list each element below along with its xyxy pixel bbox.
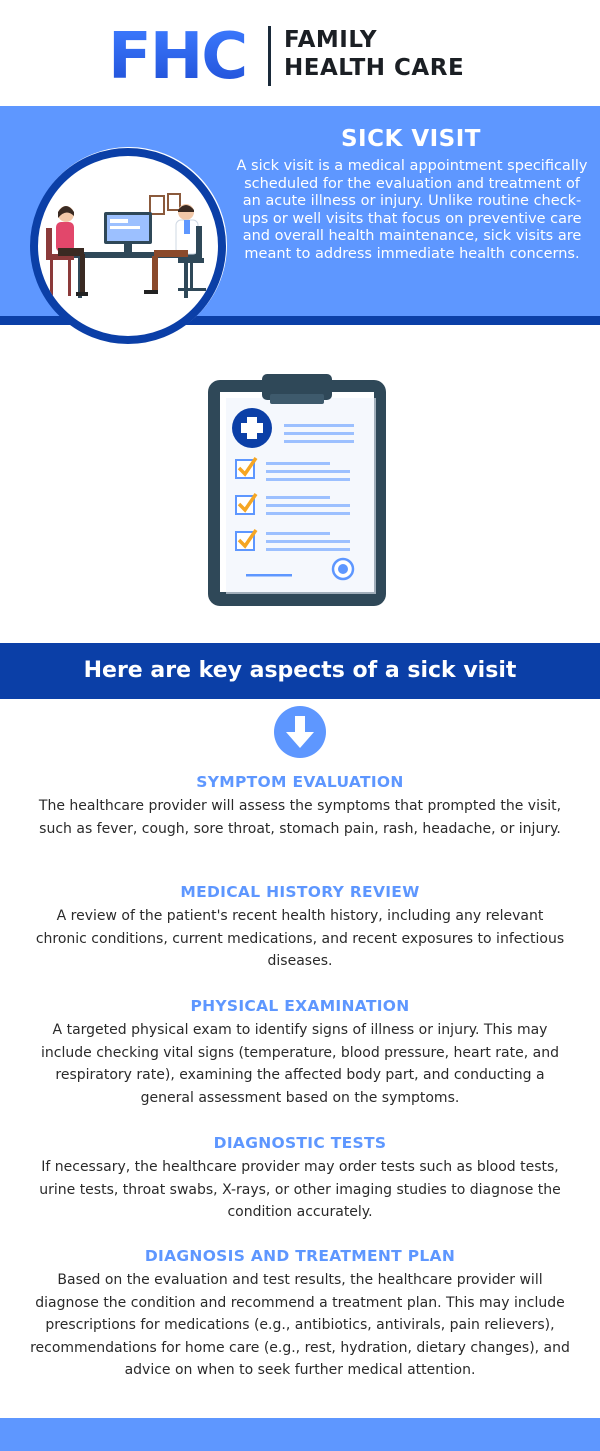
medical-clipboard-icon xyxy=(200,370,400,614)
section-text: The healthcare provider will assess the symptoms that prompted the visit, such as fever, cough, sore throat, stomach pain, rash, headache, or injury. xyxy=(38,798,562,837)
section-diagnosis-treatment-plan xyxy=(30,1245,570,1382)
section-title: DIAGNOSIS AND TREATMENT PLAN xyxy=(144,1247,456,1265)
aspects-heading: Here are key aspects of a sick visit xyxy=(0,643,600,699)
section-text: Based on the evaluation and test results, the healthcare provider will diagnose the condition and recommend a treatment plan. This may include prescriptions for medications (e.g., antibiotics, antivirals, pain relievers), recommendations for home care (e.g., rest, hydration, dietary changes), and advice on when to seek further medical attention. xyxy=(30,1272,570,1378)
section-title: DIAGNOSTIC TESTS xyxy=(213,1134,387,1152)
section-title: SYMPTOM EVALUATION xyxy=(196,773,404,791)
section-text: If necessary, the healthcare provider may order tests such as blood tests, urine tests, throat swabs, X-rays, or other imaging studies to diagnose the condition accurately. xyxy=(39,1159,561,1220)
brand-name xyxy=(284,26,464,82)
logo-divider xyxy=(268,26,271,86)
section-title: MEDICAL HISTORY REVIEW xyxy=(180,883,420,901)
section-diagnostic-tests xyxy=(30,1132,570,1224)
brand-logo xyxy=(0,22,600,92)
doctor-consultation-icon xyxy=(30,148,226,344)
section-text: A review of the patient's recent health history, including any relevant chronic conditions, current medications, and recent exposures to infectious diseases. xyxy=(35,908,565,969)
arrow-down-icon xyxy=(274,706,326,758)
brand-name-line1: FAMILY xyxy=(284,27,378,53)
section-text: A targeted physical exam to identify signs of illness or injury. This may include checking vital signs (temperature, blood pressure, heart rate, and respiratory rate), examining the affected body part, and conducting a general assessment based on the symptoms. xyxy=(41,1022,559,1106)
brand-name-line2: HEALTH CARE xyxy=(284,55,465,81)
section-title: PHYSICAL EXAMINATION xyxy=(190,997,410,1015)
hero-title: SICK VISIT xyxy=(340,126,481,152)
brand-abbr: FHC xyxy=(108,20,247,94)
section-medical-history-review xyxy=(30,881,570,973)
hero-description: A sick visit is a medical appointment specifically scheduled for the evaluation and treatment of an acute illness or injury. Unlike routine check-ups or well visits that focus on preventive care and overall health maintenance, sick visits are meant to address immediate health concerns. xyxy=(236,158,588,262)
footer-bar xyxy=(0,1418,600,1451)
section-symptom-evaluation xyxy=(30,771,570,840)
section-physical-examination xyxy=(30,995,570,1109)
